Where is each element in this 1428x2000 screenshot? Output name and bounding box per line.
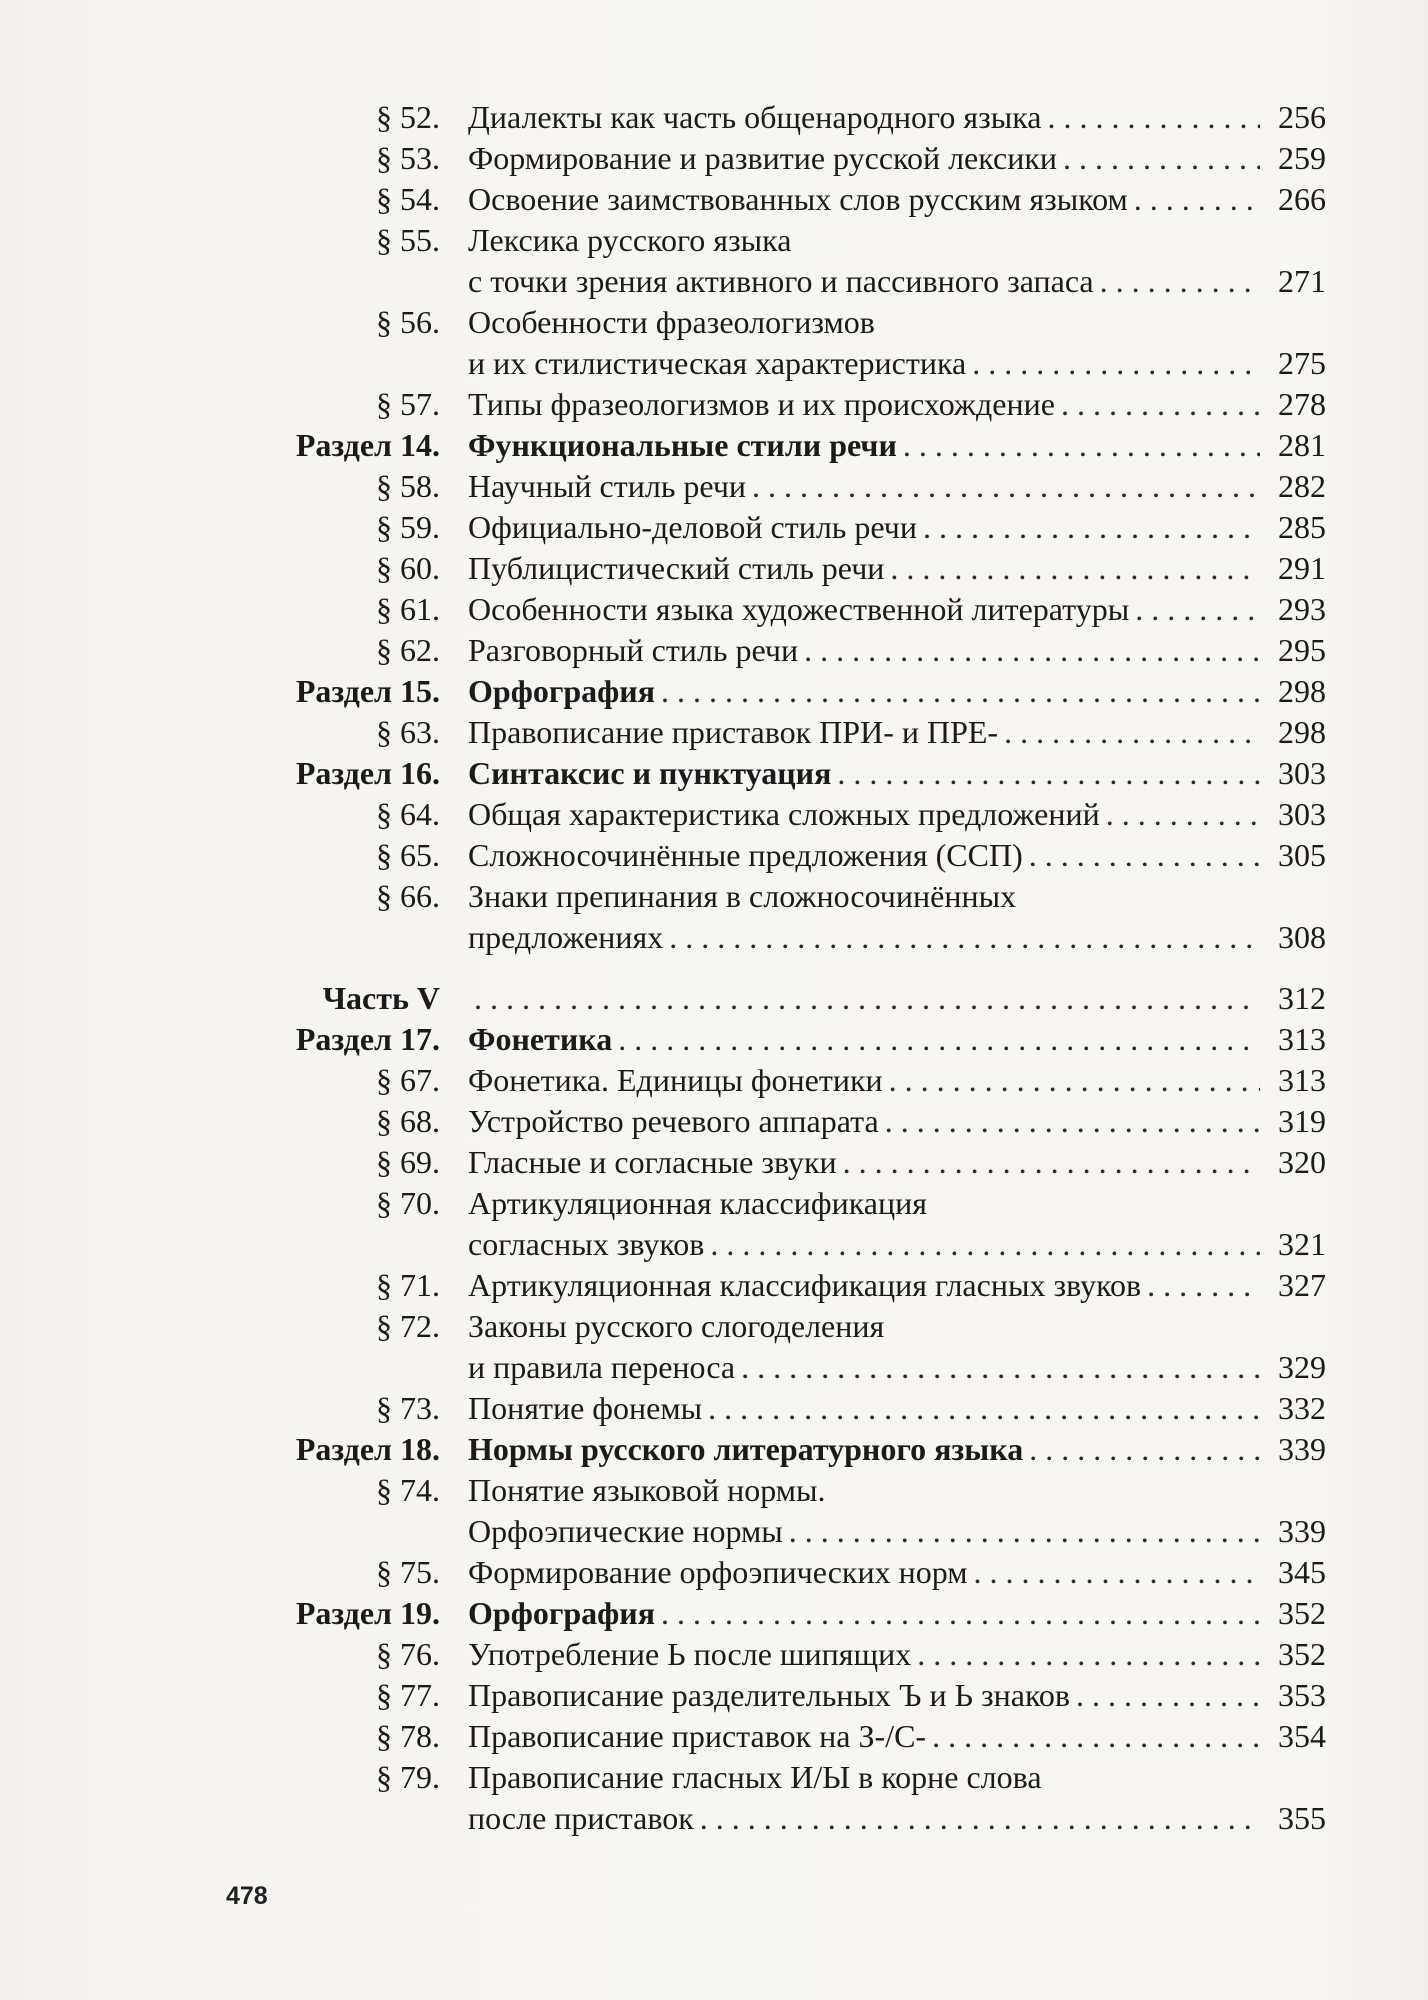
toc-entry-title: Функциональные стили речи — [468, 427, 897, 463]
dot-leader — [1063, 138, 1260, 179]
dot-leader — [932, 1716, 1260, 1757]
toc-entry-page: 271 — [1278, 263, 1326, 299]
toc-entry-page: 308 — [1278, 919, 1326, 955]
toc-entry-page: 291 — [1278, 550, 1326, 586]
toc-entry-row[interactable] — [240, 138, 1326, 179]
toc-entry-title: Знаки препинания в сложносочинённых — [468, 878, 1017, 914]
toc-entry-page: 321 — [1278, 1226, 1326, 1262]
toc-entry-page: 339 — [1278, 1431, 1326, 1467]
toc-entry-page: 354 — [1278, 1718, 1326, 1754]
toc-entry-page: 282 — [1278, 468, 1326, 504]
toc-entry-label: § 62. — [376, 632, 440, 668]
toc-entry-page: 352 — [1278, 1595, 1326, 1631]
table-of-contents — [240, 97, 1326, 1839]
toc-section-row[interactable] — [240, 753, 1326, 794]
toc-entry-label: § 64. — [376, 796, 440, 832]
dot-leader — [661, 1593, 1260, 1634]
toc-entry-title: после приставок — [468, 1800, 694, 1836]
toc-entry-label: § 77. — [376, 1677, 440, 1713]
toc-entry-label: Раздел 17. — [295, 1021, 440, 1057]
toc-entry-title: Правописание разделительных Ъ и Ь знаков — [468, 1677, 1071, 1713]
toc-entry-row[interactable] — [240, 1265, 1326, 1306]
dot-leader — [1100, 261, 1260, 302]
toc-entry-row[interactable] — [240, 1634, 1326, 1675]
toc-entry-row[interactable] — [240, 1183, 1326, 1224]
toc-entry-row[interactable] — [240, 1716, 1326, 1757]
toc-entry-row[interactable] — [240, 589, 1326, 630]
toc-entry-label: Раздел 14. — [295, 427, 440, 463]
dot-leader — [843, 1142, 1260, 1183]
toc-entry-label: § 68. — [376, 1103, 440, 1139]
toc-entry-title: Законы русского слогоделения — [468, 1308, 885, 1344]
dot-leader — [1048, 97, 1261, 138]
dot-leader — [837, 753, 1260, 794]
toc-entry-title: предложениях — [468, 919, 664, 955]
toc-entry-label: Раздел 18. — [295, 1431, 440, 1467]
dot-leader — [972, 343, 1260, 384]
toc-entry-title: и правила переноса — [468, 1349, 736, 1385]
toc-entry-page: 259 — [1278, 140, 1326, 176]
toc-entry-label: § 53. — [376, 140, 440, 176]
toc-entry-page: 327 — [1278, 1267, 1326, 1303]
toc-entry-label: § 74. — [376, 1472, 440, 1508]
dot-leader — [789, 1511, 1260, 1552]
toc-entry-page: 312 — [1278, 980, 1326, 1016]
dot-leader — [752, 466, 1260, 507]
toc-entry-row[interactable] — [240, 220, 1326, 261]
toc-entry-title: согласных звуков — [468, 1226, 705, 1262]
toc-entry-label: § 54. — [376, 181, 440, 217]
dot-leader — [1004, 712, 1260, 753]
toc-entry-title: Правописание приставок на З-/С- — [468, 1718, 927, 1754]
dot-leader — [1061, 384, 1260, 425]
toc-entry-label: § 66. — [376, 878, 440, 914]
toc-entry-row[interactable] — [240, 1060, 1326, 1101]
toc-entry-row[interactable] — [240, 261, 1326, 302]
toc-entry-row[interactable] — [240, 1142, 1326, 1183]
toc-entry-label: § 56. — [376, 304, 440, 340]
toc-entry-label: § 71. — [376, 1267, 440, 1303]
toc-entry-row[interactable] — [240, 97, 1326, 138]
toc-entry-row[interactable] — [240, 1470, 1326, 1511]
toc-entry-title: Понятие языковой нормы. — [468, 1472, 826, 1508]
toc-entry-label: § 61. — [376, 591, 440, 627]
dot-leader — [804, 630, 1260, 671]
toc-entry-label: § 57. — [376, 386, 440, 422]
toc-entry-label: § 55. — [376, 222, 440, 258]
toc-entry-row[interactable] — [240, 1101, 1326, 1142]
toc-entry-page: 266 — [1278, 181, 1326, 217]
dot-leader — [1076, 1675, 1260, 1716]
dot-leader — [618, 1019, 1260, 1060]
toc-entry-page: 345 — [1278, 1554, 1326, 1590]
toc-section-row[interactable] — [240, 978, 1326, 1019]
toc-entry-row[interactable] — [240, 712, 1326, 753]
toc-entry-row[interactable] — [240, 466, 1326, 507]
toc-entry-title: Научный стиль речи — [468, 468, 747, 504]
toc-entry-label: § 73. — [376, 1390, 440, 1426]
toc-section-row[interactable] — [240, 425, 1326, 466]
toc-entry-page: 353 — [1278, 1677, 1326, 1713]
toc-entry-label: § 59. — [376, 509, 440, 545]
toc-entry-row[interactable] — [240, 835, 1326, 876]
toc-entry-label: Раздел 19. — [295, 1595, 440, 1631]
toc-section-row[interactable] — [240, 1429, 1326, 1470]
dot-leader — [1134, 179, 1260, 220]
toc-entry-title: Артикуляционная классификация гласных звуков — [468, 1267, 1142, 1303]
toc-entry-title: Публицистический стиль речи — [468, 550, 885, 586]
toc-entry-page: 332 — [1278, 1390, 1326, 1426]
toc-entry-page: 355 — [1278, 1800, 1326, 1836]
toc-entry-title: Разговорный стиль речи — [468, 632, 799, 668]
toc-entry-title: Формирование орфоэпических норм — [468, 1554, 968, 1590]
toc-entry-title: Официально-деловой стиль речи — [468, 509, 918, 545]
dot-leader — [923, 507, 1260, 548]
dot-leader — [903, 425, 1260, 466]
toc-entry-title: Орфоэпические нормы — [468, 1513, 783, 1549]
toc-entry-page: 278 — [1278, 386, 1326, 422]
dot-leader — [708, 1388, 1260, 1429]
toc-entry-row[interactable] — [240, 794, 1326, 835]
toc-entry-page: 256 — [1278, 99, 1326, 135]
toc-entry-title: Формирование и развитие русской лексики — [468, 140, 1057, 176]
toc-entry-page: 339 — [1278, 1513, 1326, 1549]
toc-section-row[interactable] — [240, 671, 1326, 712]
toc-entry-label: § 78. — [376, 1718, 440, 1754]
toc-entry-label: § 60. — [376, 550, 440, 586]
toc-entry-row[interactable] — [240, 876, 1326, 917]
dot-leader — [890, 548, 1260, 589]
toc-entry-page: 303 — [1278, 796, 1326, 832]
dot-leader — [973, 1552, 1260, 1593]
toc-entry-title: Правописание гласных И/Ы в корне слова — [468, 1759, 1042, 1795]
toc-entry-label: Раздел 15. — [295, 673, 440, 709]
toc-entry-label: § 75. — [376, 1554, 440, 1590]
toc-entry-row[interactable] — [240, 179, 1326, 220]
toc-entry-page: 329 — [1278, 1349, 1326, 1385]
toc-entry-page: 285 — [1278, 509, 1326, 545]
toc-entry-title: Особенности языка художественной литературы — [468, 591, 1130, 627]
toc-entry-label: § 58. — [376, 468, 440, 504]
toc-entry-title: Гласные и согласные звуки — [468, 1144, 837, 1180]
dot-leader — [885, 1101, 1260, 1142]
toc-spacer — [240, 958, 1326, 978]
toc-entry-page: 298 — [1278, 714, 1326, 750]
dot-leader — [474, 978, 1260, 1019]
toc-entry-label: § 76. — [376, 1636, 440, 1672]
dot-leader — [700, 1798, 1260, 1839]
page-number: 478 — [226, 1882, 268, 1910]
toc-entry-title: Освоение заимствованных слов русским языком — [468, 181, 1128, 217]
toc-entry-label: § 79. — [376, 1759, 440, 1795]
toc-section-row[interactable] — [240, 1593, 1326, 1634]
dot-leader — [741, 1347, 1260, 1388]
toc-entry-page: 352 — [1278, 1636, 1326, 1672]
toc-entry-label: § 72. — [376, 1308, 440, 1344]
toc-entry-row[interactable] — [240, 548, 1326, 589]
dot-leader — [661, 671, 1260, 712]
toc-entry-label: Часть V — [322, 980, 440, 1016]
toc-entry-title: Орфография — [468, 1595, 656, 1631]
toc-entry-row[interactable] — [240, 1552, 1326, 1593]
toc-entry-title: Употребление Ь после шипящих — [468, 1636, 912, 1672]
toc-entry-title: Фонетика — [468, 1021, 613, 1057]
toc-entry-title: Лексика русского языка — [468, 222, 792, 258]
toc-entry-page: 275 — [1278, 345, 1326, 381]
toc-entry-label: § 70. — [376, 1185, 440, 1221]
toc-entry-title: Типы фразеологизмов и их происхождение — [468, 386, 1055, 422]
toc-entry-row[interactable] — [240, 1388, 1326, 1429]
dot-leader — [669, 917, 1260, 958]
toc-entry-page: 319 — [1278, 1103, 1326, 1139]
toc-entry-page: 313 — [1278, 1062, 1326, 1098]
toc-entry-title: с точки зрения активного и пассивного запаса — [468, 263, 1094, 299]
toc-entry-row[interactable] — [240, 1224, 1326, 1265]
toc-entry-title: Устройство речевого аппарата — [468, 1103, 879, 1139]
toc-entry-row[interactable] — [240, 343, 1326, 384]
toc-entry-title: Общая характеристика сложных предложений — [468, 796, 1100, 832]
dot-leader — [917, 1634, 1260, 1675]
toc-entry-title: Особенности фразеологизмов — [468, 304, 875, 340]
toc-entry-title: Нормы русского литературного языка — [468, 1431, 1024, 1467]
toc-entry-title: Сложносочинённые предложения (ССП) — [468, 837, 1023, 873]
toc-entry-title: Орфография — [468, 673, 656, 709]
toc-entry-row[interactable] — [240, 1306, 1326, 1347]
dot-leader — [710, 1224, 1260, 1265]
toc-entry-title: Правописание приставок ПРИ- и ПРЕ- — [468, 714, 999, 750]
dot-leader — [1106, 794, 1260, 835]
toc-entry-label: § 65. — [376, 837, 440, 873]
toc-entry-row[interactable] — [240, 507, 1326, 548]
toc-entry-title: Диалекты как часть общенародного языка — [468, 99, 1042, 135]
toc-entry-page: 303 — [1278, 755, 1326, 791]
toc-entry-row[interactable] — [240, 302, 1326, 343]
dot-leader — [889, 1060, 1260, 1101]
dot-leader — [1029, 835, 1260, 876]
toc-entry-page: 305 — [1278, 837, 1326, 873]
toc-entry-row[interactable] — [240, 630, 1326, 671]
toc-entry-row[interactable] — [240, 384, 1326, 425]
toc-entry-page: 281 — [1278, 427, 1326, 463]
toc-entry-label: § 67. — [376, 1062, 440, 1098]
toc-entry-row[interactable] — [240, 1347, 1326, 1388]
toc-entry-page: 313 — [1278, 1021, 1326, 1057]
toc-entry-page: 295 — [1278, 632, 1326, 668]
toc-entry-title: Фонетика. Единицы фонетики — [468, 1062, 883, 1098]
toc-entry-row[interactable] — [240, 1511, 1326, 1552]
toc-entry-row[interactable] — [240, 1798, 1326, 1839]
toc-entry-page: 320 — [1278, 1144, 1326, 1180]
toc-entry-title: Понятие фонемы — [468, 1390, 703, 1426]
toc-entry-title: Артикуляционная классификация — [468, 1185, 927, 1221]
toc-entry-row[interactable] — [240, 1757, 1326, 1798]
toc-entry-label: § 63. — [376, 714, 440, 750]
toc-entry-label: Раздел 16. — [295, 755, 440, 791]
toc-entry-title: и их стилистическая характеристика — [468, 345, 967, 381]
dot-leader — [1029, 1429, 1260, 1470]
dot-leader — [1135, 589, 1260, 630]
toc-section-row[interactable] — [240, 1019, 1326, 1060]
toc-entry-page: 298 — [1278, 673, 1326, 709]
toc-entry-row[interactable] — [240, 917, 1326, 958]
toc-entry-page: 293 — [1278, 591, 1326, 627]
toc-entry-title: Синтаксис и пунктуация — [468, 755, 832, 791]
dot-leader — [1147, 1265, 1260, 1306]
toc-entry-label: § 52. — [376, 99, 440, 135]
toc-entry-row[interactable] — [240, 1675, 1326, 1716]
toc-entry-label: § 69. — [376, 1144, 440, 1180]
